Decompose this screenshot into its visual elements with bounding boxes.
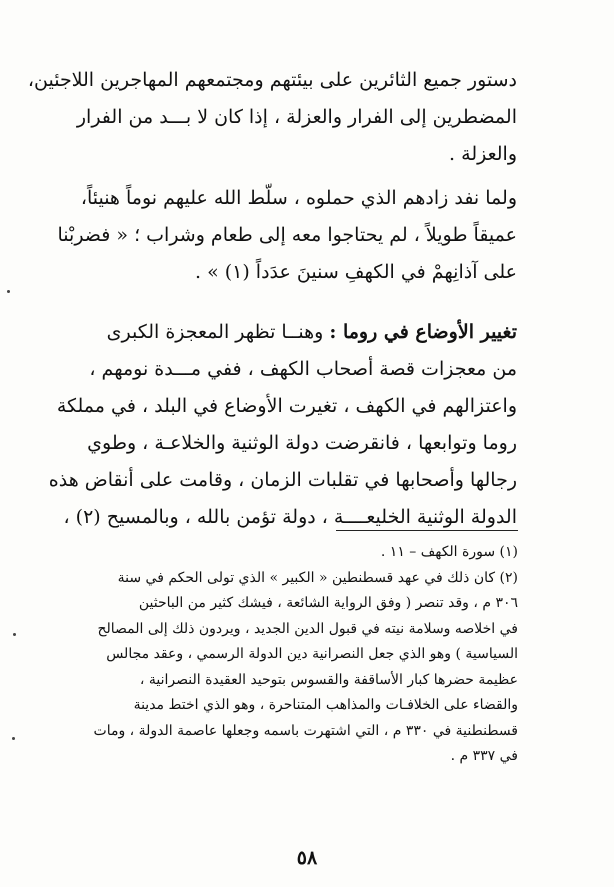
footnote-divider	[336, 530, 518, 531]
footnote-line: في ٣٣٧ م .	[450, 748, 518, 764]
section-heading: تغيير الأوضاع في روما :	[329, 321, 517, 343]
paragraph-1-line: المضطرين إلى الفرار والعزلة ، إذا كان لا بـــد من الفرار	[76, 106, 517, 128]
paragraph-3-line: الدولة الوثنية الخليعــــة ، دولة تؤمن بالله ، وبالمسيح (٢) ،	[63, 506, 517, 528]
footnote-line: ٣٠٦ م ، وقد تنصر ( وفق الرواية الشائعة ، فيشك كثير من الباحثين	[138, 595, 518, 611]
footnotes	[93, 540, 518, 770]
paragraph-1-line: والعزلة .	[449, 143, 517, 165]
paragraph-3-first-line	[105, 314, 517, 351]
paragraph-3-line: رجالها وأصحابها في تقلبات الزمان ، وقامت على أنقاض هذه	[48, 469, 517, 491]
footnote-line: والقضاء على الخلافـات والمذاهب المتناحرة ، وهو الذي اختط مدينة	[133, 697, 518, 713]
footnote-line: عظيمة حضرها كبار الأساقفة والقسوس بتوحيد العقيدة النصرانية ،	[139, 671, 518, 688]
paragraph-2-line: على آذانِهمْ في الكهفِ سنينَ عدَداً (١) » .	[194, 261, 517, 283]
footnote-line: في اخلاصه وسلامة نيته في قبول الدين الجديد ، ويردون ذلك إلى المصالح	[97, 620, 518, 637]
paragraph-3-line: روما وتوابعها ، فانقرضت دولة الوثنية والخلاعـة ، وطوي	[87, 432, 517, 454]
paragraph-1-line: دستور جميع الثائرين على بيئتهم ومجتمعهم المهاجرين اللاجئين،	[27, 69, 517, 91]
paragraph-2-line: ولما نفد زادهم الذي حملوه ، سلّط الله عليهم نوماً هنيئاً،	[80, 187, 517, 209]
footnote-line: قسطنطنية في ٣٣٠ م ، التي اشتهرت باسمه وجعلها عاصمة الدولة ، ومات	[93, 722, 518, 739]
footnote-line: السياسية ) وهو الذي جعل النصرانية دين الدولة الرسمي ، وعقد مجالس	[106, 646, 518, 662]
scan-speck	[7, 290, 10, 293]
paragraph-3-line: من معجزات قصة أصحاب الكهف ، ففي مـــدة نومهم ،	[89, 358, 517, 380]
footnote-line: (١) سورة الكهف – ١١ .	[380, 544, 518, 560]
paragraph-3	[48, 314, 517, 536]
scan-speck	[12, 737, 15, 740]
paragraph-3-line-rest: وهنــا تظهر المعجزة الكبرى	[106, 321, 330, 343]
paragraph-1	[27, 62, 517, 173]
paragraph-2-line: عميقاً طويلاً ، لم يحتاجوا معه إلى طعام وشراب ؛ « فضربْنا	[57, 224, 517, 246]
footnote-line: (٢) كان ذلك في عهد قسطنطين « الكبير » الذي تولى الحكم في سنة	[117, 569, 518, 586]
scan-speck	[13, 633, 16, 636]
page-number: ٥٨	[296, 847, 318, 869]
paragraph-3-line: واعتزالهم في الكهف ، تغيرت الأوضاع في البلد ، في مملكة	[56, 395, 517, 417]
paragraph-2	[57, 180, 517, 291]
